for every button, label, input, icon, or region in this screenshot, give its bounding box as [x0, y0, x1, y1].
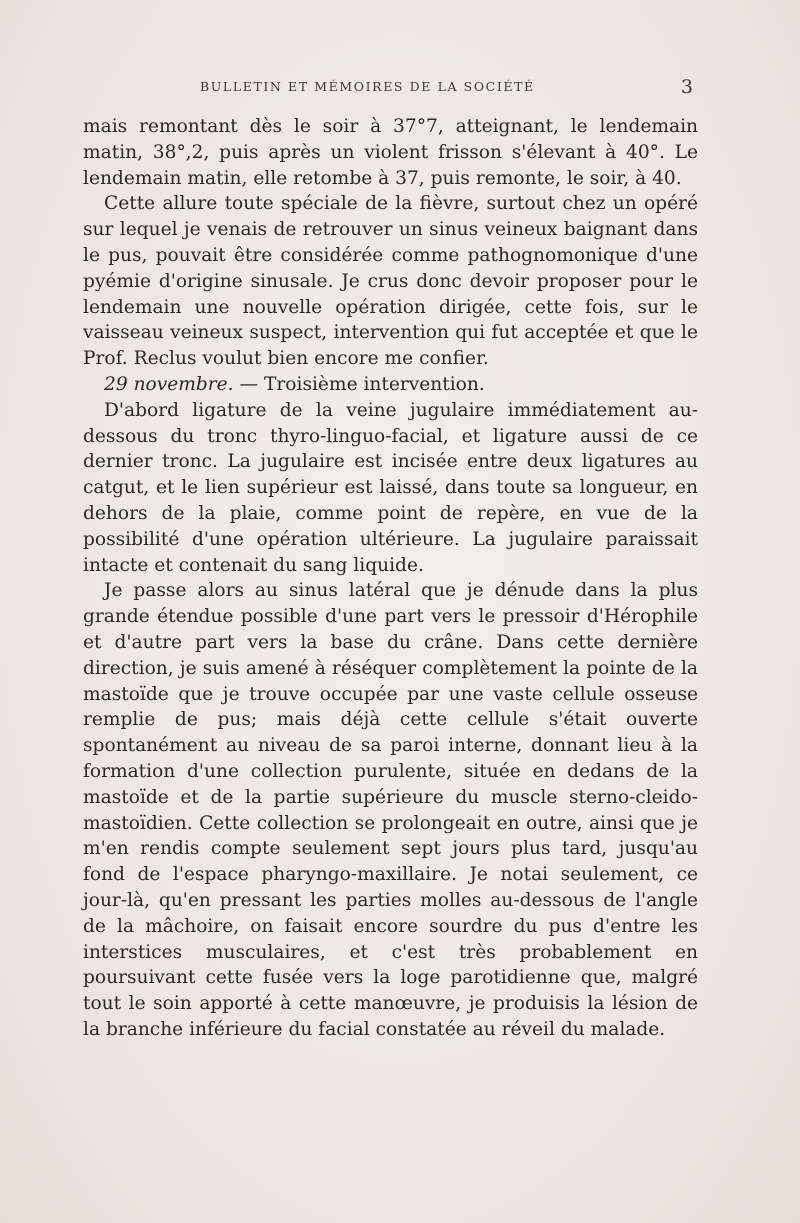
paragraph-third-intervention-date	[83, 372, 698, 398]
running-head	[200, 76, 693, 99]
running-title: BULLETIN ET MÉMOIRES DE LA SOCIÉTÉ	[200, 79, 535, 94]
date-text: 29 novembre.	[104, 373, 234, 395]
page-number: 3	[680, 76, 693, 98]
paragraph-fever-analysis: Cette allure toute spéciale de la fièvre, surtout chez un opéré sur lequel je venais de retrouver un sinus veineux baignant dans le pus, pouvait être considérée comme pathognomonique d'une pyémie d'origine sinusale. Je crus donc devoir proposer pour le lendemain une nouvelle opération dirigée, cette fois, sur le vaisseau veineux suspect, intervention qui fut acceptée et que le Prof. Reclus voulut bien encore me confier.	[83, 193, 698, 370]
paragraph-jugular-ligature: D'abord ligature de la veine jugulaire immédiatement au-dessous du tronc thyro-linguo-facial, et ligature aussi de ce dernier tronc. La jugulaire est incisée entre deux ligatures au catgut, et le lien supérieur est laissé, dans toute sa longueur, en dehors de la plaie, comme point de repère, en vue de la possibilité d'une opération ultérieure. La jugulaire paraissait intacte et contenait du sang liquide.	[83, 399, 698, 576]
paragraph-fever-continuation: mais remontant dès le soir à 37°7, atteignant, le lendemain matin, 38°,2, puis après un violent frisson s'élevant à 40°. Le lendemain matin, elle retombe à 37, puis remonte, le soir, à 40.	[83, 116, 698, 189]
paragraph-lateral-sinus: Je passe alors au sinus latéral que je dénude dans la plus grande étendue possible d'une part vers le pressoir d'Hérophile et d'autre part vers la base du crâne. Dans cette dernière direction, je suis amené à réséquer complètement la pointe de la mastoïde que je trouve occupée par une vaste cellule osseuse remplie de pus; mais déjà cette cellule s'était ouverte spontanément au niveau de sa paroi interne, donnant lieu à la formation d'une collection purulente, située en dedans de la mastoïde et de la partie supérieure du muscle sterno-cleido-mastoïdien. Cette collection se prolongeait en outre, ainsi que je m'en rendis compte seulement sept jours plus tard, jusqu'au fond de l'espace pharyngo-maxillaire. Je notai seulement, ce jour-là, qu'en pressant les parties molles au-dessous de l'angle de la mâchoire, on faisait encore sourdre du pus d'entre les interstices musculaires, et c'est très probablement en poursuivant cette fusée vers la loge parotidienne que, malgré tout le soin apporté à cette manœuvre, je produisis la lésion de la branche inférieure du facial constatée au réveil du malade.	[83, 580, 698, 1040]
body-text	[83, 114, 698, 1043]
intervention-title: — Troisième intervention.	[233, 373, 485, 395]
